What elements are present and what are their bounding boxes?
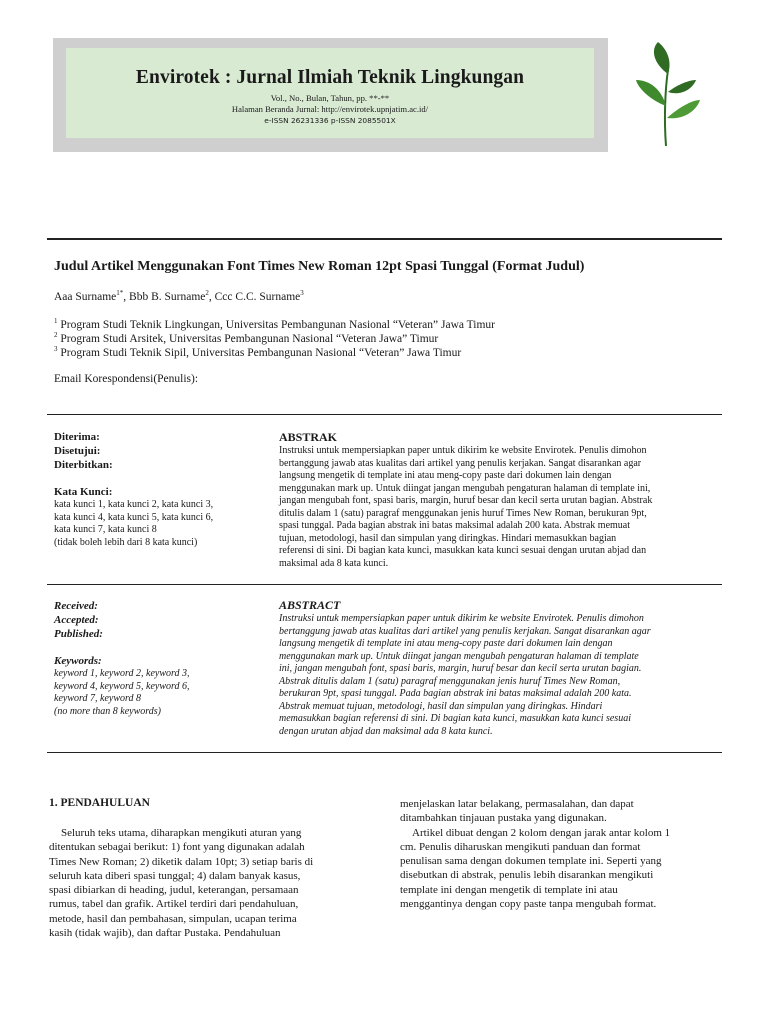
leaf-logo-icon	[634, 40, 702, 148]
abstract-text: Instruksi untuk mempersiapkan paper untuk dikirim ke website Envirotek. Penulis dimohon bertanggung jawab atas kualitas dari artikel yang penulis kerjakan. Sangat disarankan agar langsung mengetik di template ini atau meng-copy paste dari dokumen lain dengan menggunakan mark up. Untuk diingat jangan mengubah pengaturan halaman di template ini, jangan mengubah font, spasi baris, margin, huruf besar dan kecil serta urutan bagian. Abstrak ditulis dalam 1 (satu) paragraf menggunakan jenis huruf Times New Roman, berukuran 9pt, spasi tunggal. Pada bagian abstrak ini batas maksimal adalah 200 kata. Abstrak memuat tujuan, metodologi, hasil dan simpulan yang diringkas. Hindari memasukkan bagian referensi di sini. Di bagian kata kunci, masukkan kata kunci sesuai dengan urutan abjad dan maksimal ada 8 kata kunci.	[279, 445, 653, 569]
correspondence-email: Email Korespondensi(Penulis):	[54, 373, 199, 385]
article-dates-en: Received: Accepted: Published:	[54, 600, 103, 640]
divider	[47, 414, 722, 415]
divider-top	[47, 238, 722, 240]
article-dates: Diterima: Disetujui: Diterbitkan:	[54, 431, 113, 471]
affiliation: $^2$ Program Studi Arsitek, Universitas Pembangunan Nasional “Veteran Jawa” Timur	[54, 331, 439, 345]
article-title: Judul Artikel Menggunakan Font Times New Roman 12pt Spasi Tunggal (Format Judul)	[54, 259, 585, 274]
journal-issn: e-ISSN 26231336 p-ISSN 2085501X	[264, 116, 396, 125]
journal-volume: Vol., No., Bulan, Tahun, pp. **-**	[270, 93, 390, 103]
keywords-block-en: Keywords: keyword 1, keyword 2, keyword 3, keyword 4, keyword 5, keyword 6, keyword 7, keyword 8 (no more than 8 keywords)	[54, 655, 190, 717]
author-name: Bbb B. Surname	[129, 290, 206, 303]
author-list: Aaa Surname$^{1*}$, Bbb B. Surname$^2$, Ccc C.C. Surname$^3$	[54, 289, 304, 303]
section-heading: 1. PENDAHULUAN	[49, 797, 150, 809]
affiliation: $^1$ Program Studi Teknik Lingkungan, Universitas Pembangunan Nasional “Veteran” Jawa Timur	[54, 317, 496, 331]
divider	[47, 584, 722, 585]
affiliation: $^3$ Program Studi Teknik Sipil, Universitas Pembangunan Nasional “Veteran” Jawa Timur	[54, 345, 462, 359]
journal-title: Envirotek : Jurnal Ilmiah Teknik Lingkungan	[135, 67, 525, 88]
keywords-block: Kata Kunci: kata kunci 1, kata kunci 2, kata kunci 3, kata kunci 4, kata kunci 5, kata kunci 6, kata kunci 7, kata kunci 8 (tidak boleh lebih dari 8 kata kunci)	[54, 486, 214, 548]
author-sup: 3	[300, 289, 304, 297]
author-name: Ccc C.C. Surname	[214, 290, 301, 303]
divider	[47, 752, 722, 753]
abstract-heading-en: ABSTRACT	[279, 598, 341, 612]
author-sup: 1*	[116, 289, 124, 297]
body-column-right: menjelaskan latar belakang, permasalahan, dan dapat ditambahkan tinjauan pustaka yang digunakan. Artikel dibuat dengan 2 kolom dengan jarak antar kolom 1 cm. Penulis diharuskan mengikuti panduan dan format penulisan sama dengan dokumen template ini. Seperti yang disebutkan di abstrak, penulis lebih disarankan mengikuti template ini dengan mengetik di template ini atau menggantinya dengan copy paste tanpa mengubah format.	[400, 798, 671, 911]
body-column-left: Seluruh teks utama, diharapkan mengikuti aturan yang ditentukan sebagai berikut: 1) font yang digunakan adalah Times New Roman; 2) diketik dalam 10pt; 3) setiap baris di seluruh kata diberi spasi tunggal; 4) dalam banyak kasus, spasi dibiarkan di heading, judul, keterangan, persamaan rumus, tabel dan grafik. Artikel terdiri dari pendahuluan, metode, hasil dan pembahasan, simpulan, ucapan terima kasih (tidak wajib), dan daftar Pustaka. Pendahuluan	[49, 827, 314, 940]
author-name: Aaa Surname	[54, 290, 117, 303]
abstract-text-en: Instruksi untuk mempersiapkan paper untuk dikirim ke website Envirotek. Penulis dimohon bertanggung jawab atas kualitas dari artikel yang penulis kerjakan. Sangat disarankan agar langsung mengetik di template ini atau meng-copy paste dari dokumen lain dengan menggunakan mark up. Untuk diingat jangan mengubah pengaturan halaman di template ini, jangan mengubah font, spasi baris, margin, huruf besar dan kecil serta urutan bagian. Abstrak ditulis dalam 1 (satu) paragraf menggunakan jenis huruf Times New Roman, berukuran 9pt, spasi tunggal. Pada bagian abstrak ini batas maksimal adalah 200 kata. Abstrak memuat tujuan, metodologi, hasil dan simpulan yang diringkas. Hindari memasukkan bagian referensi di sini. Di bagian kata kunci, masukkan kata kunci sesuai dengan urutan abjad dan maksimal ada 8 kata kunci.	[279, 613, 651, 737]
abstract-heading: ABSTRAK	[279, 430, 338, 444]
journal-homepage: Halaman Beranda Jurnal: http://envirotek.upnjatim.ac.id/	[231, 104, 429, 114]
author-sup: 2	[205, 289, 209, 297]
journal-header	[66, 48, 594, 138]
